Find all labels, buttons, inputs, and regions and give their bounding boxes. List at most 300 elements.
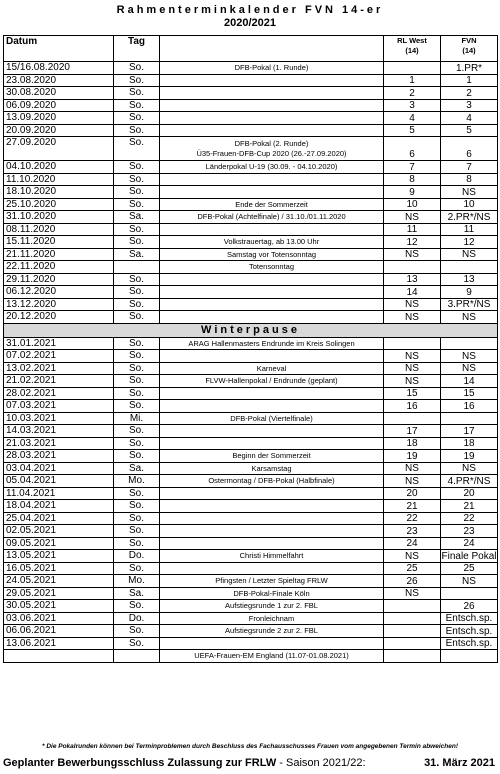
row-day: So. xyxy=(114,375,160,388)
row-date: 14.03.2021 xyxy=(4,425,114,438)
row-date: 28.02.2021 xyxy=(4,387,114,400)
row-date: 15/16.08.2020 xyxy=(4,62,114,75)
row-event: FLVW-Hallenpokal / Endrunde (geplant) xyxy=(160,375,384,388)
row-date: 06.12.2020 xyxy=(4,286,114,299)
winterpause-row xyxy=(4,323,498,337)
row-fvn: 15 xyxy=(441,387,498,400)
row-fvn: 26 xyxy=(441,600,498,613)
row-event xyxy=(160,137,384,161)
row-day: Sa. xyxy=(114,587,160,600)
row-event xyxy=(160,512,384,525)
row-fvn: 19 xyxy=(441,450,498,463)
row-event: Aufstiegsrunde 2 zur 2. FBL xyxy=(160,625,384,638)
row-date: 31.01.2021 xyxy=(4,337,114,350)
table-body-autumn xyxy=(4,62,498,137)
row-event xyxy=(160,637,384,650)
row-date: 18.10.2020 xyxy=(4,186,114,199)
row-day: So. xyxy=(114,512,160,525)
table-row xyxy=(4,375,498,388)
row-event: Christi Himmelfahrt xyxy=(160,550,384,563)
row-fvn: 4.PR*/NS xyxy=(441,475,498,488)
row-day xyxy=(114,650,160,663)
row-fvn: 22 xyxy=(441,512,498,525)
table-row xyxy=(4,298,498,311)
row-day: So. xyxy=(114,537,160,550)
row-day: So. xyxy=(114,186,160,199)
winterpause-label: Winterpause xyxy=(4,323,498,337)
row-event: Totensonntag xyxy=(160,261,384,274)
row-rl-west xyxy=(384,612,441,625)
table-row xyxy=(4,99,498,112)
row-fvn: 21 xyxy=(441,500,498,513)
row-fvn: 18 xyxy=(441,437,498,450)
row-event xyxy=(160,500,384,513)
row-event xyxy=(160,124,384,137)
row-rl-west: 9 xyxy=(384,186,441,199)
table-row xyxy=(4,600,498,613)
row-rl-west: 8 xyxy=(384,173,441,186)
row-event xyxy=(160,99,384,112)
row-event xyxy=(160,286,384,299)
row-rl-west: 5 xyxy=(384,124,441,137)
table-row xyxy=(4,387,498,400)
table-row xyxy=(4,337,498,350)
table-body-spring xyxy=(4,337,498,662)
row-fvn: 10 xyxy=(441,198,498,211)
table-row xyxy=(4,173,498,186)
row-rl-west: 26 xyxy=(384,575,441,588)
table-row xyxy=(4,186,498,199)
row-event xyxy=(160,562,384,575)
table-row xyxy=(4,650,498,663)
row-day: So. xyxy=(114,112,160,125)
row-date: 16.05.2021 xyxy=(4,562,114,575)
row-event xyxy=(160,387,384,400)
row-date: 09.05.2021 xyxy=(4,537,114,550)
row-day: So. xyxy=(114,425,160,438)
row-day: Do. xyxy=(114,612,160,625)
row-fvn xyxy=(441,650,498,663)
row-day: So. xyxy=(114,87,160,100)
row-rl-west xyxy=(384,337,441,350)
table-row xyxy=(4,223,498,236)
row-day: So. xyxy=(114,562,160,575)
row-rl-west xyxy=(384,650,441,663)
row-date: 13.09.2020 xyxy=(4,112,114,125)
row-date: 11.04.2021 xyxy=(4,487,114,500)
row-fvn: 12 xyxy=(441,236,498,249)
season-title: 2020/2021 xyxy=(224,17,276,29)
row-fvn: 8 xyxy=(441,173,498,186)
row-date: 07.03.2021 xyxy=(4,400,114,413)
row-event: ARAG Hallenmasters Endrunde im Kreis Solingen xyxy=(160,337,384,350)
row-rl-west: 13 xyxy=(384,273,441,286)
table-body-tall xyxy=(4,137,498,161)
row-date: 05.04.2021 xyxy=(4,475,114,488)
row-rl-west: 6 xyxy=(384,137,441,161)
row-date: 28.03.2021 xyxy=(4,450,114,463)
row-rl-west: 22 xyxy=(384,512,441,525)
row-date: 23.08.2020 xyxy=(4,74,114,87)
row-event: Beginn der Sommerzeit xyxy=(160,450,384,463)
row-event xyxy=(160,311,384,324)
row-rl-west: NS xyxy=(384,350,441,363)
row-rl-west: 21 xyxy=(384,500,441,513)
row-fvn: 9 xyxy=(441,286,498,299)
footer-label: Geplanter Bewerbungsschluss Zulassung zur FRLW xyxy=(3,757,277,769)
row-event: Karsamstag xyxy=(160,462,384,475)
table-row xyxy=(4,124,498,137)
row-date: 18.04.2021 xyxy=(4,500,114,513)
row-rl-west: NS xyxy=(384,311,441,324)
row-date: 27.09.2020 xyxy=(4,137,114,161)
row-rl-west: 3 xyxy=(384,99,441,112)
row-day: So. xyxy=(114,173,160,186)
row-day: Mi. xyxy=(114,412,160,425)
row-rl-west: 4 xyxy=(384,112,441,125)
row-event xyxy=(160,400,384,413)
row-date: 24.05.2021 xyxy=(4,575,114,588)
row-rl-west: 18 xyxy=(384,437,441,450)
row-fvn: 17 xyxy=(441,425,498,438)
table-row xyxy=(4,311,498,324)
row-day: So. xyxy=(114,400,160,413)
row-fvn: Finale Pokal xyxy=(441,550,497,562)
row-date: 13.12.2020 xyxy=(4,298,114,311)
row-event: UEFA-Frauen-EM England (11.07-01.08.2021) xyxy=(160,650,384,663)
header-datum: Datum xyxy=(4,36,114,62)
row-fvn: NS xyxy=(441,575,498,588)
row-date: 29.11.2020 xyxy=(4,273,114,286)
row-fvn: Entsch.sp. xyxy=(441,625,498,638)
row-date: 15.11.2020 xyxy=(4,236,114,249)
row-day: So. xyxy=(114,350,160,363)
row-day: So. xyxy=(114,137,160,161)
row-rl-west: 19 xyxy=(384,450,441,463)
row-date: 03.04.2021 xyxy=(4,462,114,475)
row-event xyxy=(160,298,384,311)
row-event xyxy=(160,487,384,500)
row-day: So. xyxy=(114,62,160,75)
row-date xyxy=(4,650,114,663)
row-day: So. xyxy=(114,487,160,500)
row-rl-west xyxy=(384,625,441,638)
table-row xyxy=(4,487,498,500)
table-row xyxy=(4,425,498,438)
header-rl-west-count: (14) xyxy=(405,46,419,55)
table-row xyxy=(4,62,498,75)
row-rl-west: 20 xyxy=(384,487,441,500)
table-row xyxy=(4,637,498,650)
row-rl-west: 11 xyxy=(384,223,441,236)
footer xyxy=(3,757,497,769)
row-fvn: 6 xyxy=(441,137,498,161)
row-rl-west: 25 xyxy=(384,562,441,575)
table-row xyxy=(4,500,498,513)
table-row xyxy=(4,562,498,575)
row-rl-west: 2 xyxy=(384,87,441,100)
row-rl-west: 16 xyxy=(384,400,441,413)
row-fvn: NS xyxy=(441,462,498,475)
row-event: DFB-Pokal (1. Runde) xyxy=(160,62,384,75)
row-day: Sa. xyxy=(114,462,160,475)
row-day: So. xyxy=(114,450,160,463)
table-row xyxy=(4,350,498,363)
row-fvn: 13 xyxy=(441,273,498,286)
row-date: 03.06.2021 xyxy=(4,612,114,625)
row-rl-west: NS xyxy=(384,550,441,563)
table-row xyxy=(4,412,498,425)
table-row xyxy=(4,236,498,249)
table-row xyxy=(4,437,498,450)
row-event: Länderpokal U-19 (30.09. - 04.10.2020) xyxy=(160,161,384,174)
row-date: 20.12.2020 xyxy=(4,311,114,324)
row-day: So. xyxy=(114,437,160,450)
row-event xyxy=(160,186,384,199)
row-date: 25.10.2020 xyxy=(4,198,114,211)
row-rl-west: 24 xyxy=(384,537,441,550)
row-event-line1: DFB-Pokal (2. Runde) xyxy=(234,138,309,148)
row-event xyxy=(160,437,384,450)
row-fvn: 1.PR* xyxy=(441,62,498,75)
row-fvn: 3.PR*/NS xyxy=(441,298,498,311)
table-row xyxy=(4,273,498,286)
row-fvn: 4 xyxy=(441,112,498,125)
row-day: Sa. xyxy=(114,211,160,224)
row-event xyxy=(160,173,384,186)
row-day: So. xyxy=(114,525,160,538)
row-rl-west: 17 xyxy=(384,425,441,438)
row-rl-west: NS xyxy=(384,211,441,224)
row-event xyxy=(160,112,384,125)
row-date: 29.05.2021 xyxy=(4,587,114,600)
row-fvn: NS xyxy=(441,350,498,363)
table-row xyxy=(4,112,498,125)
row-event xyxy=(160,425,384,438)
row-rl-west: NS xyxy=(384,298,441,311)
table-row xyxy=(4,612,498,625)
row-rl-west: 14 xyxy=(384,286,441,299)
header-rl-west-label: RL West xyxy=(397,36,427,45)
row-date: 25.04.2021 xyxy=(4,512,114,525)
row-event: DFB-Pokal-Finale Köln xyxy=(160,587,384,600)
row-day: Do. xyxy=(114,550,160,563)
row-fvn: NS xyxy=(441,311,498,324)
row-fvn: 1 xyxy=(441,74,498,87)
table-row xyxy=(4,475,498,488)
row-fvn: 2 xyxy=(441,87,498,100)
row-rl-west xyxy=(384,62,441,75)
table-row xyxy=(4,362,498,375)
row-date: 30.05.2021 xyxy=(4,600,114,613)
row-fvn: NS xyxy=(441,186,498,199)
row-day: So. xyxy=(114,311,160,324)
row-rl-west: NS xyxy=(384,362,441,375)
row-rl-west xyxy=(384,412,441,425)
row-fvn: 3 xyxy=(441,99,498,112)
row-fvn xyxy=(441,587,498,600)
table-header-row xyxy=(4,36,498,62)
row-fvn: 14 xyxy=(441,375,498,388)
row-rl-west: 12 xyxy=(384,236,441,249)
row-fvn xyxy=(441,412,498,425)
row-event: Fronleichnam xyxy=(160,612,384,625)
row-event: Ende der Sommerzeit xyxy=(160,198,384,211)
row-event: DFB-Pokal (Viertelfinale) xyxy=(160,412,384,425)
table-row xyxy=(4,74,498,87)
row-fvn: 24 xyxy=(441,537,498,550)
table-body-late-autumn xyxy=(4,161,498,324)
row-event: Aufstiegsrunde 1 zur 2. FBL xyxy=(160,600,384,613)
row-fvn: 5 xyxy=(441,124,498,137)
row-date: 21.11.2020 xyxy=(4,248,114,261)
table-row xyxy=(4,587,498,600)
header-event xyxy=(160,36,384,62)
row-event xyxy=(160,74,384,87)
row-day: So. xyxy=(114,387,160,400)
row-rl-west: NS xyxy=(384,375,441,388)
footer-date: 31. März 2021 xyxy=(424,757,495,769)
row-fvn: 2.PR*/NS xyxy=(441,211,498,224)
row-day xyxy=(114,261,160,274)
row-date: 22.11.2020 xyxy=(4,261,114,274)
row-event: Karneval xyxy=(160,362,384,375)
row-date: 11.10.2020 xyxy=(4,173,114,186)
row-fvn: 25 xyxy=(441,562,498,575)
row-fvn: NS xyxy=(441,362,498,375)
row-fvn: Entsch.sp. xyxy=(441,612,498,625)
row-date: 20.09.2020 xyxy=(4,124,114,137)
row-event: Pfingsten / Letzter Spieltag FRLW xyxy=(160,575,384,588)
table-row xyxy=(4,198,498,211)
row-event xyxy=(160,525,384,538)
table-row xyxy=(4,512,498,525)
schedule-table xyxy=(3,35,498,663)
row-fvn: 20 xyxy=(441,487,498,500)
row-fvn: 7 xyxy=(441,161,498,174)
row-rl-west xyxy=(384,637,441,650)
row-date: 21.02.2021 xyxy=(4,375,114,388)
row-day: So. xyxy=(114,362,160,375)
table-row xyxy=(4,550,498,563)
footer-season: - Saison 2021/22: xyxy=(276,757,366,769)
row-rl-west: NS xyxy=(384,475,441,488)
header-fvn-label: FVN xyxy=(461,36,477,45)
row-rl-west: 10 xyxy=(384,198,441,211)
table-row xyxy=(4,161,498,174)
row-fvn: 16 xyxy=(441,400,498,413)
header-rl-west xyxy=(384,36,441,62)
row-fvn xyxy=(441,337,498,350)
row-day: So. xyxy=(114,298,160,311)
row-rl-west xyxy=(384,261,441,274)
row-date: 30.08.2020 xyxy=(4,87,114,100)
row-date: 10.03.2021 xyxy=(4,412,114,425)
row-date: 06.09.2020 xyxy=(4,99,114,112)
row-day: Mo. xyxy=(114,575,160,588)
table-row xyxy=(4,450,498,463)
row-fvn: 11 xyxy=(441,223,498,236)
row-rl-west: NS xyxy=(384,587,441,600)
table-row xyxy=(4,286,498,299)
row-rl-west: 7 xyxy=(384,161,441,174)
row-date: 06.06.2021 xyxy=(4,625,114,638)
table-row xyxy=(4,248,498,261)
row-day: Sa. xyxy=(114,248,160,261)
row-day: So. xyxy=(114,124,160,137)
row-day: So. xyxy=(114,236,160,249)
row-date: 13.05.2021 xyxy=(4,550,114,563)
row-event xyxy=(160,87,384,100)
row-event-line2: Ü35-Frauen-DFB-Cup 2020 (26.-27.09.2020) xyxy=(196,148,347,158)
row-day: So. xyxy=(114,198,160,211)
row-rl-west: NS xyxy=(384,248,441,261)
row-rl-west xyxy=(384,600,441,613)
row-date: 08.11.2020 xyxy=(4,223,114,236)
row-event: Ostermontag / DFB-Pokal (Halbfinale) xyxy=(160,475,384,488)
row-event xyxy=(160,223,384,236)
header-fvn xyxy=(441,36,498,62)
row-rl-west: NS xyxy=(384,462,441,475)
table-row xyxy=(4,462,498,475)
row-fvn: NS xyxy=(441,248,498,261)
row-day: So. xyxy=(114,286,160,299)
header-fvn-count: (14) xyxy=(462,46,476,55)
row-fvn: 23 xyxy=(441,525,498,538)
row-day: So. xyxy=(114,500,160,513)
table-body-winterpause xyxy=(4,323,498,337)
row-date: 13.06.2021 xyxy=(4,637,114,650)
row-event xyxy=(160,273,384,286)
footnote: * Die Pokalrunden können bei Terminproblemen durch Beschluss des Fachausschusses Frauen vom angegebenen Termin abweichen! xyxy=(42,743,458,750)
row-day: So. xyxy=(114,625,160,638)
row-rl-west: 23 xyxy=(384,525,441,538)
page-title: Rahmenterminkalender FVN 14-er xyxy=(116,4,384,16)
table-row xyxy=(4,537,498,550)
table-row xyxy=(4,575,498,588)
table-row xyxy=(4,211,498,224)
table-row xyxy=(4,261,498,274)
table-row xyxy=(4,625,498,638)
row-day: So. xyxy=(114,223,160,236)
table-row xyxy=(4,87,498,100)
row-event xyxy=(160,537,384,550)
row-day: So. xyxy=(114,74,160,87)
table-row xyxy=(4,137,498,161)
row-rl-west: 1 xyxy=(384,74,441,87)
row-event: DFB-Pokal (Achtelfinale) / 31.10./01.11.2020 xyxy=(160,211,384,224)
row-date: 07.02.2021 xyxy=(4,350,114,363)
row-date: 31.10.2020 xyxy=(4,211,114,224)
row-event: Volkstrauertag, ab 13.00 Uhr xyxy=(160,236,384,249)
row-rl-west: 15 xyxy=(384,387,441,400)
table-row xyxy=(4,525,498,538)
row-date: 13.02.2021 xyxy=(4,362,114,375)
row-day: So. xyxy=(114,637,160,650)
row-event: Samstag vor Totensonntag xyxy=(160,248,384,261)
row-day: So. xyxy=(114,161,160,174)
row-day: So. xyxy=(114,99,160,112)
header-tag: Tag xyxy=(114,36,160,62)
row-day: So. xyxy=(114,273,160,286)
row-day: Mo. xyxy=(114,475,160,488)
row-day: So. xyxy=(114,337,160,350)
row-event xyxy=(160,350,384,363)
table-row xyxy=(4,400,498,413)
row-fvn xyxy=(441,261,498,274)
row-date: 02.05.2021 xyxy=(4,525,114,538)
row-date: 04.10.2020 xyxy=(4,161,114,174)
